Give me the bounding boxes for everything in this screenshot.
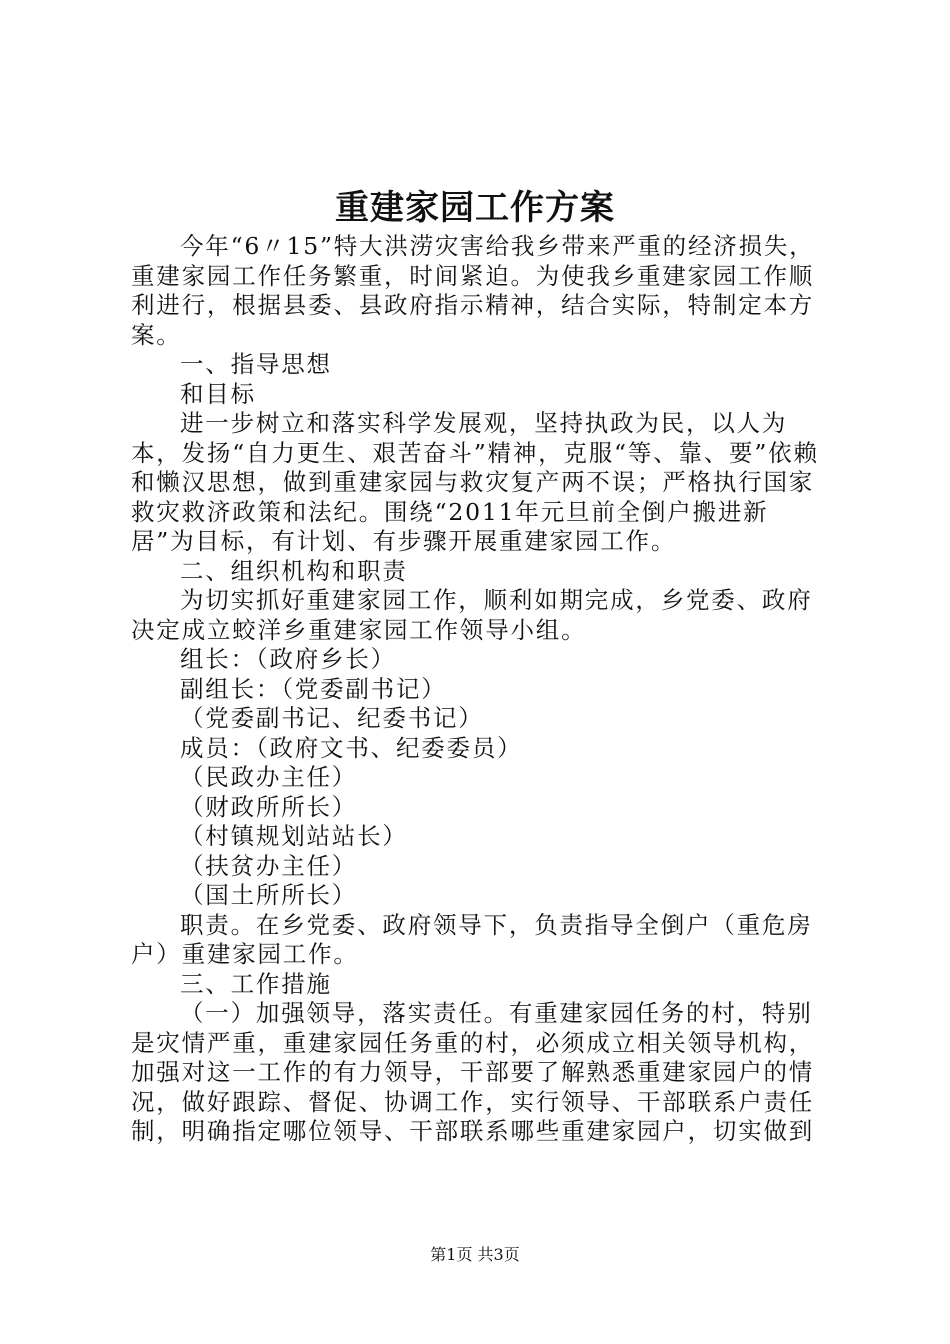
paragraph-organization: 为切实抓好重建家园工作，顺利如期完成，乡党委、政府决定成立蛟洋乡重建家园工作领导小组。 bbox=[131, 586, 813, 644]
paragraph-guiding-content: 进一步树立和落实科学发展观，坚持执政为民，以人为本，发扬“自力更生、艰苦奋斗”精神，克服“等、靠、要”依赖和懒汉思想，做到重建家园与救灾复产两不误；严格执行国家救灾救济政策和法纪。围绕“2011年元旦前全倒户搬进新居”为目标，有计划、有步骤开展重建家园工作。 bbox=[131, 409, 819, 555]
paragraph-duties: 职责。在乡党委、政府领导下，负责指导全倒户（重危房户）重建家园工作。 bbox=[131, 910, 813, 968]
member-poverty: （扶贫办主任） bbox=[180, 851, 358, 880]
document-title: 重建家园工作方案 bbox=[335, 188, 615, 228]
paragraph-intro: 今年“6〃15”特大洪涝灾害给我乡带来严重的经济损失，重建家园工作任务繁重，时间紧迫。为使我乡重建家园工作顺利进行，根据县委、县政府指示精神，结合实际，特制定本方案。 bbox=[131, 232, 815, 349]
heading-organization: 二、组织机构和职责 bbox=[180, 556, 408, 585]
heading-guiding-thought: 一、指导思想 bbox=[180, 350, 332, 378]
member-leader: 组长：（政府乡长） bbox=[180, 645, 396, 673]
member-deputy-leader: 副组长：（党委副书记） bbox=[180, 674, 447, 703]
document-body bbox=[131, 232, 831, 1147]
member-deputy-leader-2: （党委副书记、纪委书记） bbox=[180, 704, 484, 732]
heading-guiding-thought-cont: 和目标 bbox=[180, 379, 256, 408]
paragraph-measure-1: （一）加强领导，落实责任。有重建家园任务的村，特别是灾情严重，重建家园任务重的村，必须成立相关领导机构，加强对这一工作的有力领导，干部要了解熟悉重建家园户的情况，做好跟踪、督促、协调工作，实行领导、干部联系户责任制，明确指定哪位领导、干部联系哪些重建家园户，切实做到 bbox=[131, 999, 815, 1145]
member-planning: （村镇规划站站长） bbox=[180, 822, 408, 850]
member-members: 成员：（政府文书、纪委委员） bbox=[180, 733, 523, 762]
member-finance: （财政所所长） bbox=[180, 792, 358, 821]
heading-measures: 三、工作措施 bbox=[180, 969, 332, 998]
page-footer: 第1页 共3页 bbox=[430, 1245, 520, 1264]
member-civil-affairs: （民政办主任） bbox=[180, 763, 358, 791]
member-land: （国土所所长） bbox=[180, 881, 358, 909]
